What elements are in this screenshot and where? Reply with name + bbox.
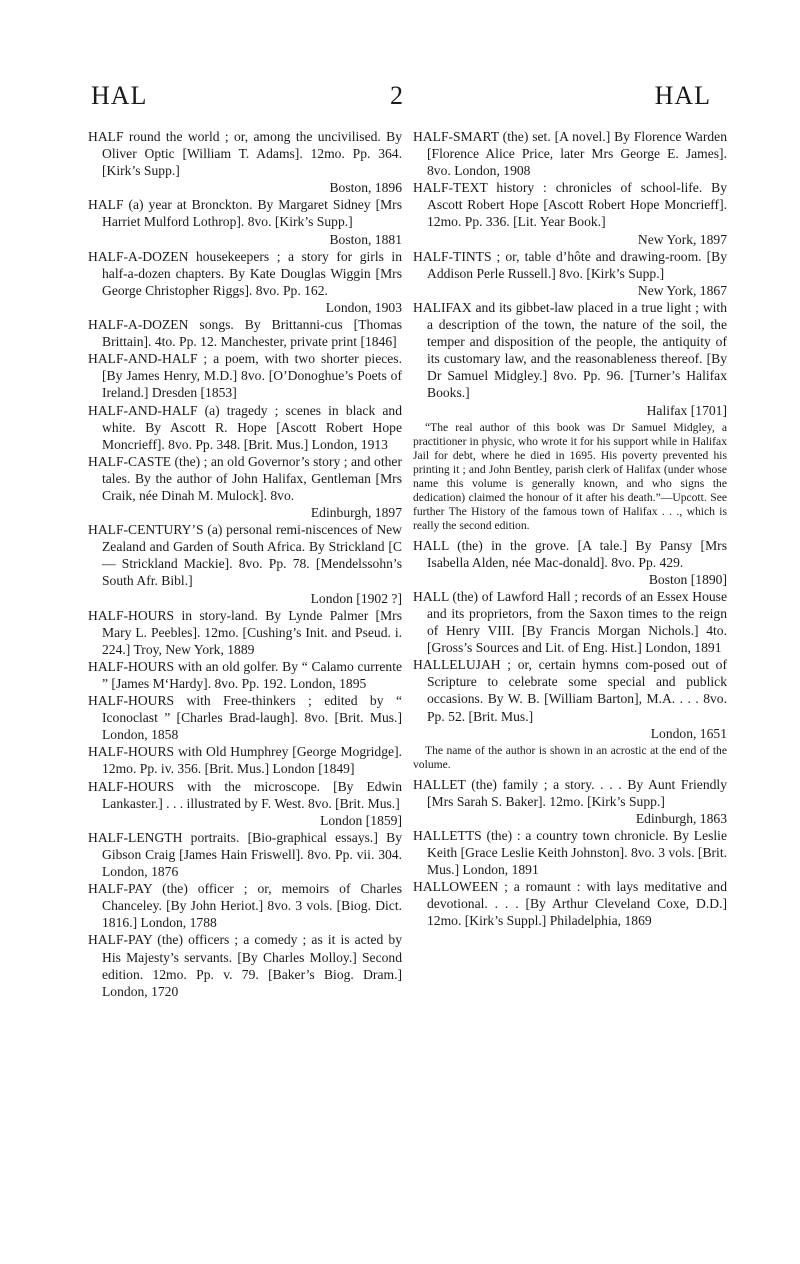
running-head-left: HAL — [91, 81, 148, 110]
right-column — [413, 128, 727, 930]
entry: HALF-HOURS in story-land. By Lynde Palmer [Mrs Mary L. Peebles]. 12mo. [Cushing’s Init. and Pseud. i. 224.] Troy, New York, 1889 — [88, 607, 402, 657]
entry: HALF-HOURS with an old golfer. By “ Calamo currente ” [James M‘Hardy]. 8vo. Pp. 192. London, 1895 — [88, 658, 402, 691]
entry: HALF-TINTS ; or, table d’hôte and drawing-room. [By Addison Perle Russell.] 8vo. [Kirk’s Supp.] New York, 1867 — [413, 248, 727, 298]
entry: HALF-PAY (the) officers ; a comedy ; as it is acted by His Majesty’s servants. [By Charles Molloy.] Second edition. 12mo. Pp. v. 79. [Baker’s Biog. Dram.] London, 1720 — [88, 932, 402, 999]
entry: HALF-HOURS with the microscope. [By Edwin Lankaster.] . . . illustrated by F. West. 8vo. [Brit. Mus.] London [1859] — [88, 778, 402, 828]
entry: HALLETTS (the) : a country town chronicle. By Leslie Keith [Grace Leslie Keith Johnston]. 8vo. 3 vols. [Brit. Mus.] London, 1891 — [413, 828, 727, 878]
entry: HALF-SMART (the) set. [A novel.] By Florence Warden [Florence Alice Price, later Mrs George E. James]. 8vo. London, 1908 — [413, 129, 727, 179]
entry: HALF-AND-HALF (a) tragedy ; scenes in black and white. By Ascott R. Hope [Ascott Robert Hope Moncrieff]. 8vo. Pp. 348. [Brit. Mus.] London, 1913 — [88, 402, 402, 452]
entry: HALLELUJAH ; or, certain hymns com-posed out of Scripture to celebrate some special and publick occasions. By W. B. [William Barton], M.A. . . . 8vo. Pp. 52. [Brit. Mus.] London, 1651 The name of the author is shown in an acrostic at the end of the volume. — [413, 657, 727, 771]
entry: HALLOWEEN ; a romaunt : with lays meditative and devotional. . . . [By Arthur Cleveland Coxe, D.D.] 12mo. [Kirk’s Suppl.] Philadelphia, 1869 — [413, 879, 727, 929]
entry: HALF-CASTE (the) ; an old Governor’s story ; and other tales. By the author of John Halifax, Gentleman [Mrs Craik, née Dinah M. Mulock]. 8vo. Edinburgh, 1897 — [88, 453, 402, 521]
entry: HALF-LENGTH portraits. [Bio-graphical essays.] By Gibson Craig [James Hain Friswell]. 8vo. Pp. vii. 304. London, 1876 — [88, 829, 402, 880]
running-head-right: HAL — [654, 81, 711, 110]
page-number: 2 — [390, 81, 404, 110]
left-column — [88, 128, 402, 1000]
entry: HALIFAX and its gibbet-law placed in a true light ; with a description of the town, the nature of the soil, the temper and disposition of the people, the antiquity of its customary law, and the reasonableness thereof. [By Dr Samuel Midgley.] 8vo. Pp. 96. [Turner’s Halifax Books.] Halifax [1701] “The real author of this book was Dr Samuel Midgley, a practitioner in physic, who wrote it for his support while in Halifax Jail for debt, where he died in 1695. His poverty prevented his printing it ; and John Bentley, parish clerk of Halifax (under whose name this volume is generally known, and who signs the dedication) claimed the honour of it after his death.”—Upcott. See further The History of the famous town of Halifax . . ., which is really the second edition. — [413, 299, 727, 532]
entry-note: The name of the author is shown in an acrostic at the end of the volume. — [413, 743, 727, 771]
entry: HALF-HOURS with Free-thinkers ; edited by “ Iconoclast ” [Charles Brad-laugh]. 8vo. [Brit. Mus.] London, 1858 — [88, 693, 402, 743]
entry: HALF (a) year at Bronckton. By Margaret Sidney [Mrs Harriet Mulford Lothrop]. 8vo. [Kirk’s Supp.] Boston, 1881 — [88, 197, 402, 247]
entry: HALF-A-DOZEN songs. By Brittanni-cus [Thomas Brittain]. 4to. Pp. 12. Manchester, private print [1846] — [88, 317, 402, 350]
entry: HALF round the world ; or, among the uncivilised. By Oliver Optic [William T. Adams]. 12mo. Pp. 364. [Kirk’s Supp.] Boston, 1896 — [88, 129, 402, 196]
entry: HALL (the) of Lawford Hall ; records of an Essex House and its proprietors, from the Saxon times to the reign of Henry VIII. [By Francis Morgan Nichols.] 4to. [Gross’s Sources and Lit. of Eng. Hist.] London, 1891 — [413, 588, 727, 656]
entry: HALF-HOURS with Old Humphrey [George Mogridge]. 12mo. Pp. iv. 356. [Brit. Mus.] London [1849] — [88, 744, 402, 777]
entry: HALF-CENTURY’S (a) personal remi-niscences of New Zealand and Garden of South Africa. By Strickland [C— Strickland Mackie]. 8vo. Pp. 78. [Mendelssohn’s South Afr. Bibl.] London [1902 ?] — [88, 522, 402, 606]
entry: HALF-PAY (the) officer ; or, memoirs of Charles Chanceley. [By John Heriot.] 8vo. 3 vols. [Biog. Dict. 1816.] London, 1788 — [88, 881, 402, 931]
entry-note: “The real author of this book was Dr Samuel Midgley, a practitioner in physic, who wrote it for his support while in Halifax Jail for debt, where he died in 1695. His poverty prevented his printing it ; and John Bentley, parish clerk of Halifax (under whose name this volume is generally known, and who signs the dedication) claimed the honour of it after his death.”—Upcott. See further The History of the famous town of Halifax . . ., which is really the second edition. — [413, 420, 727, 532]
entry: HALL (the) in the grove. [A tale.] By Pansy [Mrs Isabella Alden, née Mac-donald]. 8vo. Pp. 429. Boston [1890] — [413, 537, 727, 587]
page-header — [0, 81, 800, 111]
entry: HALF-AND-HALF ; a poem, with two shorter pieces. [By James Henry, M.D.] 8vo. [O’Donoghue’s Poets of Ireland.] Dresden [1853] — [88, 351, 402, 401]
entry: HALF-TEXT history : chronicles of school-life. By Ascott Robert Hope [Ascott Robert Hope Moncrieff]. 12mo. Pp. 336. [Lit. Year Book.] New York, 1897 — [413, 180, 727, 247]
entry: HALLET (the) family ; a story. . . . By Aunt Friendly [Mrs Sarah S. Baker]. 12mo. [Kirk’s Supp.] Edinburgh, 1863 — [413, 776, 727, 826]
entry: HALF-A-DOZEN housekeepers ; a story for girls in half-a-dozen chapters. By Kate Douglas Wiggin [Mrs George Christopher Riggs]. 8vo. Pp. 162. London, 1903 — [88, 248, 402, 315]
